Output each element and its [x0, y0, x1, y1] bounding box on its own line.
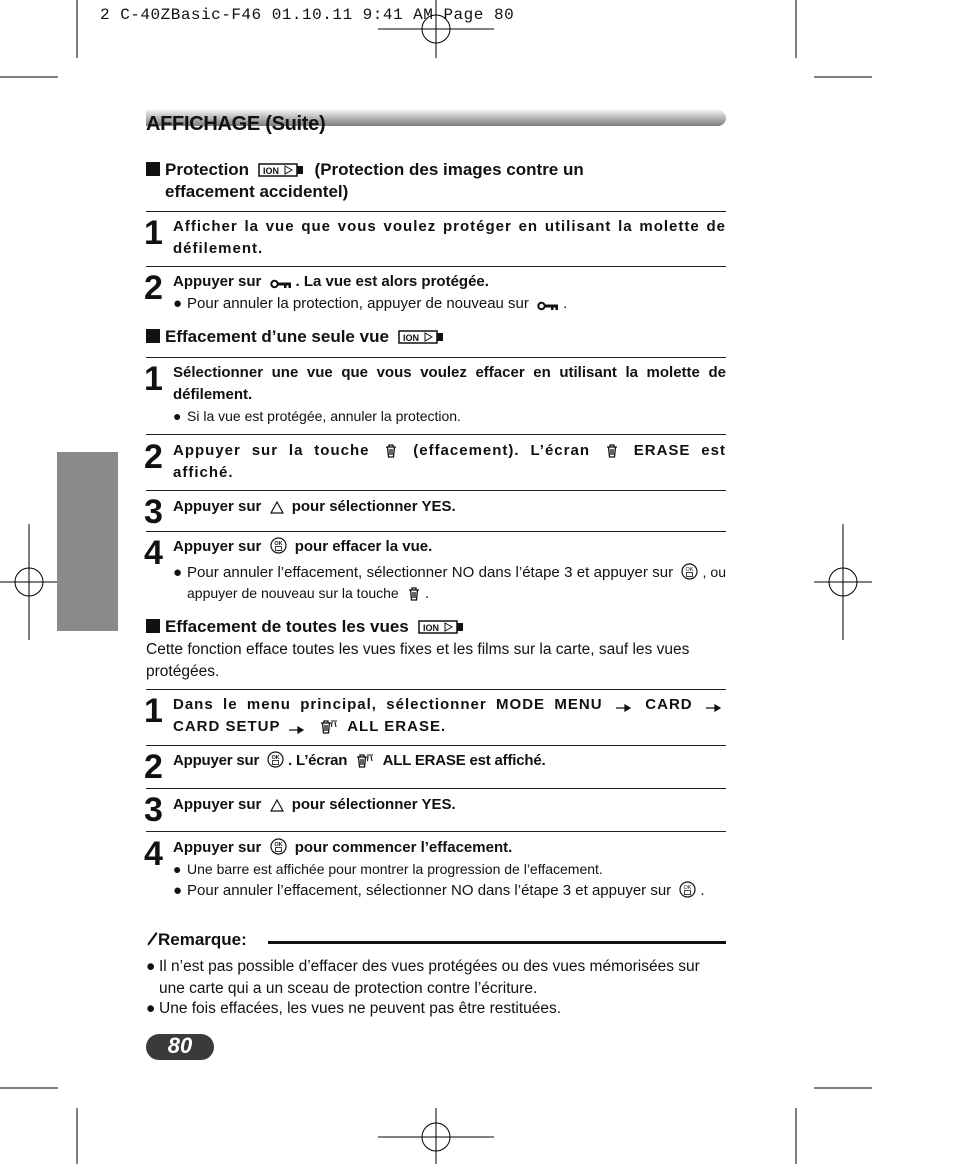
step-number: 2 — [144, 269, 161, 307]
divider — [146, 531, 726, 532]
print-header: 2 C-40ZBasic-F46 01.10.11 9:41 AM Page 80 — [100, 6, 515, 24]
step-text: Appuyer sur OK pour commencer l’effacement. — [173, 839, 513, 856]
trash-icon — [407, 586, 421, 601]
section-protection-heading: Protection ION (Protection des images contre un — [146, 160, 726, 180]
up-arrow-icon — [270, 501, 284, 514]
svg-text:OK: OK — [683, 885, 692, 891]
ok-button-icon — [681, 563, 698, 580]
all-erase-icon — [355, 753, 375, 768]
playback-mode-icon — [258, 162, 306, 178]
trash-icon — [605, 443, 619, 458]
step-text: Appuyer sur OK pour effacer la vue. — [173, 538, 433, 555]
step-number: 1 — [144, 360, 161, 398]
playback-mode-icon — [398, 329, 446, 345]
step-number: 4 — [144, 835, 161, 873]
up-arrow-icon — [270, 799, 284, 812]
svg-text:ION: ION — [262, 166, 279, 176]
divider — [146, 434, 726, 435]
svg-text:ION: ION — [422, 623, 439, 633]
right-arrow-icon — [289, 726, 305, 734]
step-number: 2 — [144, 748, 161, 786]
step-text: Sélectionner une vue que vous voulez effacer en utilisant la molette de défilement. — [173, 364, 726, 403]
divider — [146, 211, 726, 212]
side-tab — [57, 452, 118, 631]
right-arrow-icon — [706, 704, 722, 712]
step-text: Appuyer sur . La vue est alors protégée. — [173, 273, 489, 290]
step-number: 4 — [144, 534, 161, 572]
section-single-erase-heading: Effacement d’une seule vue ION — [146, 327, 450, 347]
divider — [146, 689, 726, 690]
section-all-erase-heading: Effacement de toutes les vues ION — [146, 617, 470, 637]
svg-text:OK: OK — [273, 842, 283, 848]
intro-text: Cette fonction efface toutes les vues fixes et les films sur la carte, sauf les vues protégées. — [146, 641, 690, 680]
pencil-icon — [146, 931, 158, 947]
bullet-text: ● Si la vue est protégée, annuler la protection. — [173, 408, 461, 424]
page-number: 80 — [167, 1033, 193, 1058]
section-protection-heading-line2: effacement accidentel) — [165, 182, 349, 201]
svg-text:OK: OK — [273, 541, 283, 547]
step-number: 1 — [144, 692, 161, 730]
note-rule — [268, 941, 726, 944]
protect-key-icon — [270, 279, 292, 289]
right-arrow-icon — [616, 704, 632, 712]
step-text: Afficher la vue que vous voulez protéger en utilisant la molette de défilement. — [173, 218, 726, 257]
svg-text:OK: OK — [271, 755, 280, 761]
step-number: 3 — [144, 493, 161, 531]
bullet-text: ● Pour annuler la protection, appuyer de nouveau sur . — [173, 295, 568, 312]
step-number: 2 — [144, 438, 161, 476]
divider — [146, 357, 726, 358]
divider — [146, 266, 726, 267]
step-text: Appuyer sur pour sélectionner YES. — [173, 796, 456, 813]
note-bullet: ● Il n’est pas possible d’effacer des vues protégées ou des vues mémorisées sur une carte qui a un sceau de protection contre l’écriture. — [146, 958, 700, 997]
protect-key-icon — [537, 301, 559, 311]
divider — [146, 788, 726, 789]
divider — [146, 745, 726, 746]
bullet-text: ● Pour annuler l’effacement, sélectionner NO dans l’étape 3 et appuyer sur OK , ou appuyer de nouveau sur la touche . — [173, 564, 726, 602]
ok-button-icon — [267, 751, 284, 768]
playback-mode-icon — [418, 619, 466, 635]
step-number: 1 — [144, 214, 161, 252]
ok-button-icon — [679, 881, 696, 898]
step-text: Appuyer sur OK . L’écran ALL ERASE est affiché. — [173, 752, 546, 769]
bullet-text: ● Une barre est affichée pour montrer la progression de l’effacement. — [173, 861, 603, 877]
divider — [146, 831, 726, 832]
step-text: Appuyer sur pour sélectionner YES. — [173, 498, 456, 515]
all-erase-icon — [319, 719, 339, 734]
step-text: Dans le menu principal, sélectionner MODE MENU CARD CARD SETUP ALL ERASE. — [173, 694, 726, 738]
divider — [146, 490, 726, 491]
step-text: Appuyer sur la touche (effacement). L’écran ERASE est affiché. — [173, 442, 726, 481]
bullet-text: ● Pour annuler l’effacement, sélectionner NO dans l’étape 3 et appuyer sur OK . — [173, 882, 705, 899]
svg-text:ION: ION — [402, 333, 419, 343]
page-title: AFFICHAGE (Suite) — [146, 113, 326, 135]
ok-button-icon — [270, 537, 287, 554]
trash-icon — [384, 443, 398, 458]
note-label: Remarque: — [146, 930, 247, 950]
note-bullet: ● Une fois effacées, les vues ne peuvent pas être restituées. — [146, 1000, 562, 1017]
step-number: 3 — [144, 791, 161, 829]
svg-text:OK: OK — [685, 567, 694, 573]
ok-button-icon — [270, 838, 287, 855]
